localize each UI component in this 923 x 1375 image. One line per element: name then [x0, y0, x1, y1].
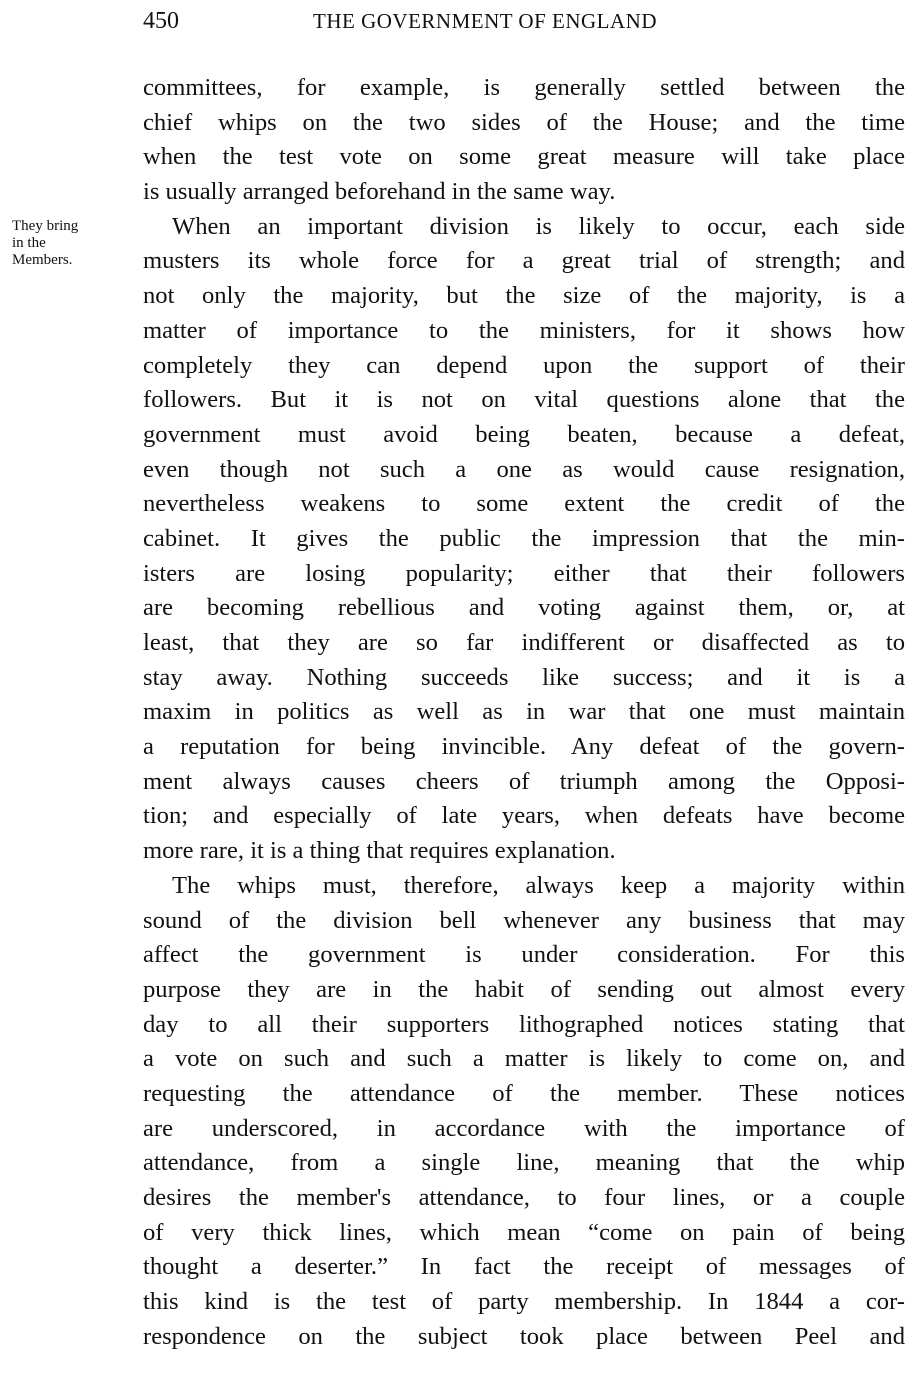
running-head: THE GOVERNMENT OF ENGLAND: [313, 9, 658, 33]
text-line: followers. But it is not on vital questions alone that the: [143, 386, 905, 414]
text-line: tion; and especially of late years, when defeats have become: [143, 802, 905, 830]
text-line: more rare, it is a thing that requires explanation.: [143, 837, 616, 865]
text-line: isters are losing popularity; either that their followers: [143, 559, 905, 587]
text-line: of very thick lines, which mean “come on pain of being: [143, 1218, 905, 1246]
text-line: even though not such a one as would cause resignation,: [143, 455, 905, 483]
text-line: stay away. Nothing succeeds like success; and it is a: [143, 663, 905, 691]
text-line: is usually arranged beforehand in the same way.: [143, 178, 616, 206]
text-line: thought a deserter.” In fact the receipt of messages of: [143, 1253, 905, 1281]
text-line: sound of the division bell whenever any business that may: [143, 906, 905, 934]
margin-note-line: They bring: [12, 218, 79, 234]
text-line: desires the member's attendance, to four lines, or a couple: [143, 1184, 905, 1211]
text-line: When an important division is likely to occur, each side: [172, 212, 905, 240]
text-line: requesting the attendance of the member. These notices: [143, 1079, 905, 1107]
text-line: least, that they are so far indifferent or disaffected as to: [143, 629, 905, 656]
text-line: are becoming rebellious and voting against them, or, at: [143, 594, 905, 622]
text-line: day to all their supporters lithographed notices stating that: [143, 1010, 905, 1038]
text-line: nevertheless weakens to some extent the credit of the: [143, 490, 905, 518]
text-line: purpose they are in the habit of sending out almost every: [143, 975, 905, 1003]
text-line: are underscored, in accordance with the importance of: [143, 1114, 905, 1142]
text-line: not only the majority, but the size of the majority, is a: [143, 282, 905, 310]
text-line: a vote on such and such a matter is likely to come on, and: [143, 1045, 905, 1073]
margin-note: [12, 218, 130, 269]
text-line: affect the government is under consideration. For this: [143, 941, 905, 969]
text-line: chief whips on the two sides of the House; and the time: [143, 108, 905, 136]
body-text: [143, 71, 905, 1354]
text-line: when the test vote on some great measure will take place: [143, 143, 905, 171]
page-number: 450: [143, 8, 179, 34]
text-line: cabinet. It gives the public the impression that the min-: [143, 524, 905, 552]
text-line: matter of importance to the ministers, for it shows how: [143, 316, 905, 344]
text-line: this kind is the test of party membership. In 1844 a cor-: [143, 1288, 905, 1316]
text-line: maxim in politics as well as in war that one must maintain: [143, 698, 905, 726]
text-line: attendance, from a single line, meaning that the whip: [143, 1149, 905, 1177]
text-line: committees, for example, is generally settled between the: [143, 74, 905, 101]
page-header: [143, 4, 905, 38]
text-line: The whips must, therefore, always keep a majority within: [172, 871, 905, 899]
text-line: ment always causes cheers of triumph among the Opposi-: [143, 767, 905, 795]
margin-note-line: Members.: [12, 252, 73, 268]
text-line: a reputation for being invincible. Any defeat of the govern-: [143, 733, 905, 761]
text-line: government must avoid being beaten, because a defeat,: [143, 420, 905, 448]
margin-note-line: in the: [12, 235, 46, 251]
text-line: completely they can depend upon the support of their: [143, 351, 905, 379]
text-line: respondence on the subject took place between Peel and: [143, 1322, 905, 1350]
text-line: musters its whole force for a great trial of strength; and: [143, 247, 905, 275]
